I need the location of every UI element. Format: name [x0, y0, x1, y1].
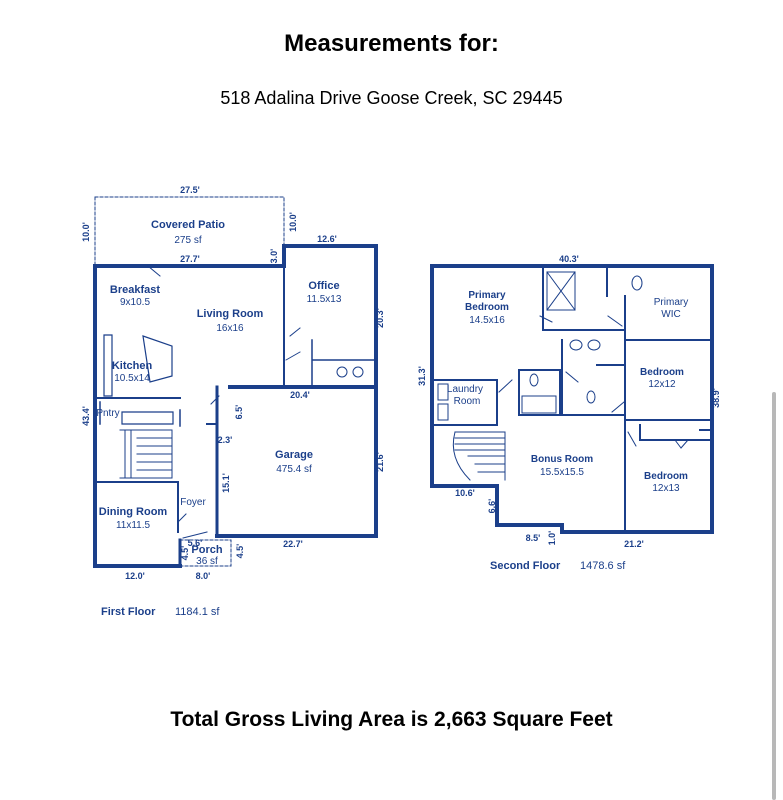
covered-patio-label: Covered Patio: [151, 219, 225, 231]
kitchen-label: Kitchen: [111, 360, 153, 372]
garage-label: Garage: [275, 449, 313, 461]
breakfast-size: 9x10.5: [119, 297, 151, 308]
porch-size: 36 sf: [196, 556, 218, 567]
second-floor-area: 1478.6 sf: [580, 560, 626, 572]
porch-label: Porch: [191, 544, 223, 556]
property-address: 518 Adalina Drive Goose Creek, SC 29445: [220, 88, 563, 108]
dim-step-d: 6.6': [487, 498, 497, 514]
dim-garage-bottom: 22.7': [283, 539, 303, 549]
office-size: 11.5x13: [306, 294, 342, 305]
dim-bottom-width: 21.2': [624, 539, 644, 549]
dining-room-size: 11x11.5: [115, 520, 151, 531]
living-room-label: Living Room: [196, 308, 264, 320]
dim-garage-depth: 21.6': [375, 452, 385, 472]
dim-porch-side: 4.5': [235, 543, 245, 559]
dim-breakfast-width: 27.7': [180, 254, 200, 264]
dim-porch-w: 5.6': [187, 538, 203, 548]
office-label: Office: [308, 280, 340, 292]
first-floor-label: First Floor: [101, 606, 156, 618]
primary-wic-label: Primary: [653, 297, 689, 308]
laundry-label-2: Room: [453, 396, 481, 407]
dim-patio-depth-left: 10.0': [81, 222, 91, 242]
dim-bottom-step-d: 1.0': [547, 530, 557, 546]
dim-garage-step: 6.5': [234, 404, 244, 420]
dim-step-3: 3.0': [269, 248, 279, 264]
dim-right-depth: 38.9': [711, 388, 721, 408]
second-floor-label: Second Floor: [490, 560, 561, 572]
dim-dining-bottom: 12.0': [125, 571, 145, 581]
dim-office-width: 12.6': [317, 234, 337, 244]
bonus-room-label: Bonus Room: [530, 454, 594, 465]
dim-porch-bottom: 8.0': [195, 571, 211, 581]
dim-foyer-depth: 15.1': [221, 473, 231, 493]
covered-patio-size: 275 sf: [174, 235, 202, 246]
dim-step-w: 10.6': [455, 488, 475, 498]
dim-left-depth: 43.4': [81, 406, 91, 426]
bedroom-2-label: Bedroom: [644, 471, 688, 482]
primary-bedroom-label-2: Bedroom: [465, 302, 509, 313]
bonus-room-size: 15.5x15.5: [540, 467, 584, 478]
pantry-label: Pntry: [96, 408, 120, 419]
page-title: Measurements for:: [284, 30, 499, 57]
garage-size: 475.4 sf: [276, 464, 312, 475]
primary-bedroom-size: 14.5x16: [469, 315, 505, 326]
breakfast-label: Breakfast: [109, 284, 161, 296]
first-floor-area: 1184.1 sf: [175, 606, 220, 618]
bedroom-1-label: Bedroom: [640, 367, 684, 378]
scrollbar[interactable]: [772, 392, 776, 800]
bedroom-2-size: 12x13: [652, 483, 680, 494]
bedroom-1-size: 12x12: [648, 379, 676, 390]
living-room-size: 16x16: [216, 323, 244, 334]
dim-patio-width: 27.5': [180, 185, 200, 195]
primary-wic-label-2: WIC: [661, 309, 681, 320]
dim-bottom-step-w: 8.5': [525, 533, 541, 543]
dim-foyer-step: 2.3': [217, 435, 233, 445]
foyer-label: Foyer: [180, 497, 206, 508]
total-living-area: Total Gross Living Area is 2,663 Square Feet: [170, 708, 613, 731]
laundry-label: Laundry: [446, 384, 484, 395]
dim-patio-depth-right: 10.0': [288, 212, 298, 232]
dining-room-label: Dining Room: [98, 506, 168, 518]
dim-left-depth-2: 31.3': [417, 366, 427, 386]
dim-garage-top: 20.4': [290, 390, 310, 400]
dim-office-depth: 20.3': [375, 308, 385, 328]
dim-top-width: 40.3': [559, 254, 579, 264]
dim-porch-d: 4.5': [180, 545, 190, 561]
kitchen-size: 10.5x14: [114, 373, 150, 384]
primary-bedroom-label: Primary: [468, 290, 506, 301]
